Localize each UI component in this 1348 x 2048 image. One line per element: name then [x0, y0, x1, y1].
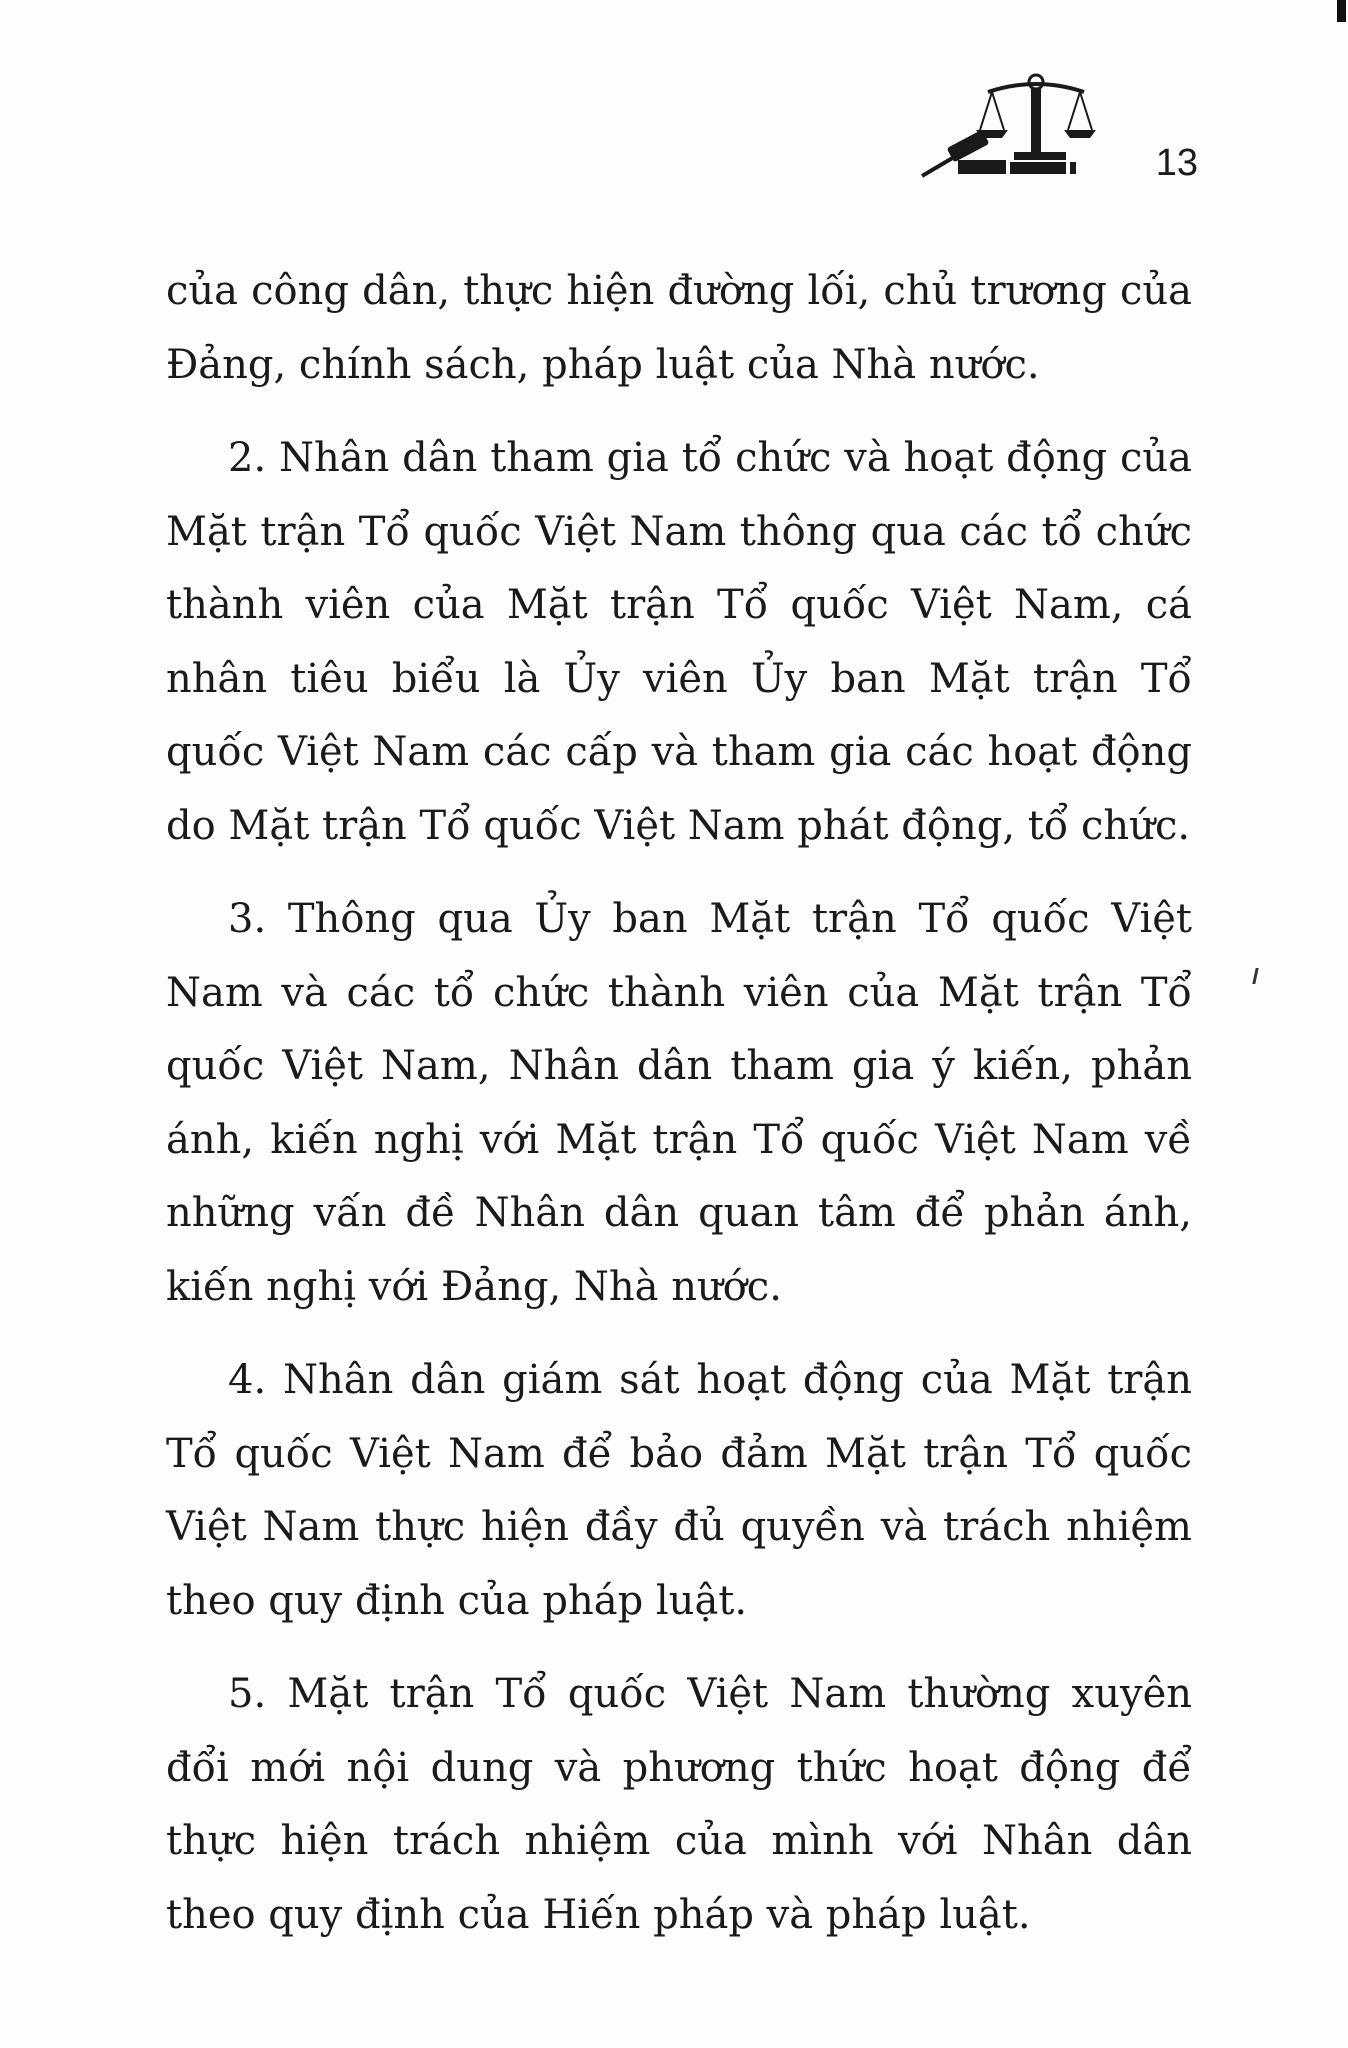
paragraph-item-5: 5. Mặt trận Tổ quốc Việt Nam thường xuyên đổi mới nội dung và phương thức hoạt động để thực hiện trách nhiệm của mình với Nhân dân theo quy định của Hiến pháp và pháp luật. — [166, 1671, 1192, 1938]
body-text — [166, 255, 1192, 1972]
paragraph-item-4: 4. Nhân dân giám sát hoạt động của Mặt trận Tổ quốc Việt Nam để bảo đảm Mặt trận Tổ quốc Việt Nam thực hiện đầy đủ quyền và trách nhiệm theo quy định của pháp luật. — [166, 1357, 1192, 1624]
paragraph-item-3: 3. Thông qua Ủy ban Mặt trận Tổ quốc Việt Nam và các tổ chức thành viên của Mặt trận Tổ quốc Việt Nam, Nhân dân tham gia ý kiến, phản ánh, kiến nghị với Mặt trận Tổ quốc Việt Nam về những vấn đề Nhân dân quan tâm để phản ánh, kiến nghị với Đảng, Nhà nước. — [166, 896, 1192, 1310]
paragraph-continued: của công dân, thực hiện đường lối, chủ trương của Đảng, chính sách, pháp luật của Nhà nước. — [166, 268, 1192, 388]
stray-ink-mark — [1252, 968, 1258, 984]
paragraph-item-2: 2. Nhân dân tham gia tổ chức và hoạt động của Mặt trận Tổ quốc Việt Nam thông qua các tổ chức thành viên của Mặt trận Tổ quốc Việt Nam, cá nhân tiêu biểu là Ủy viên Ủy ban Mặt trận Tổ quốc Việt Nam các cấp và tham gia các hoạt động do Mặt trận Tổ quốc Việt Nam phát động, tổ chức. — [166, 435, 1192, 849]
page-number: 13 — [1155, 142, 1198, 184]
page-edge-mark — [1337, 0, 1346, 22]
scales-of-justice-gavel-icon — [918, 68, 1108, 184]
